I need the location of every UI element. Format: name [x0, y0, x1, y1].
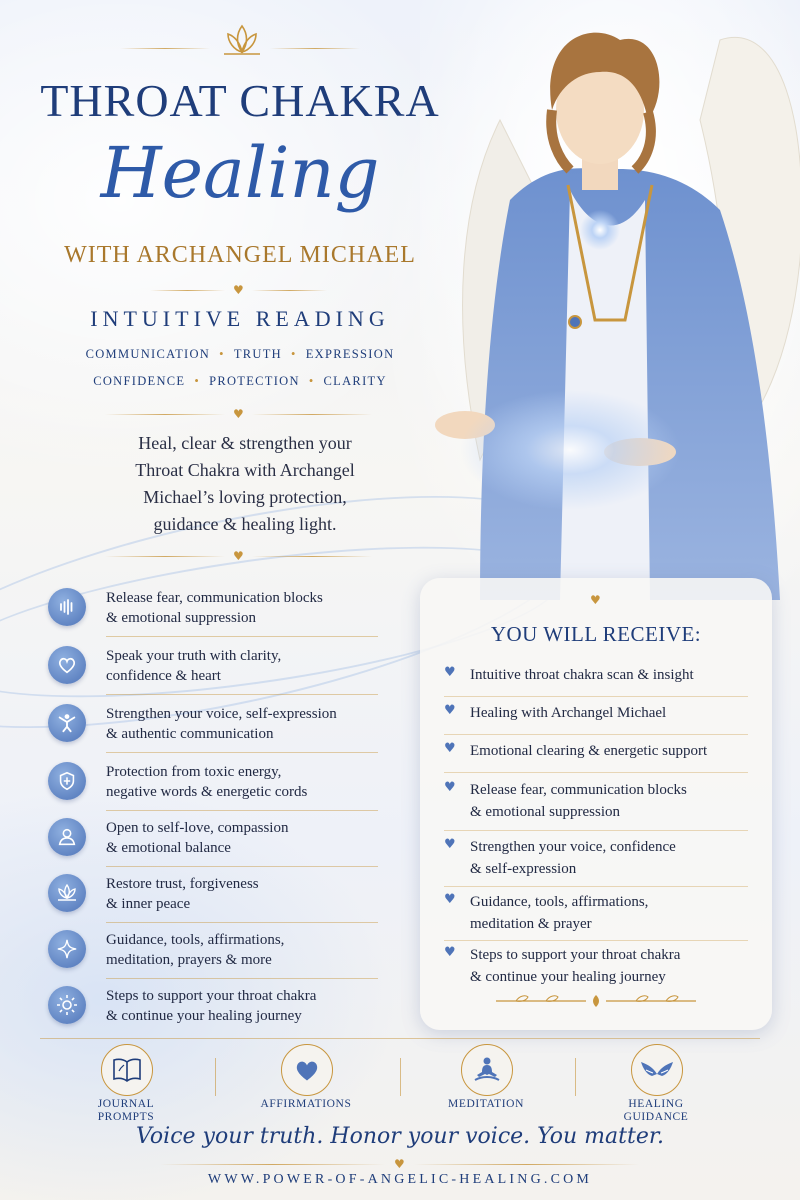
benefit-text: meditation, prayers & more [106, 952, 272, 968]
heart-icon [48, 646, 86, 684]
receive-item [444, 664, 754, 690]
subtitle: INTUITIVE READING [90, 306, 390, 331]
lotus-icon [220, 22, 264, 62]
intro-line: guidance & healing light. [153, 514, 337, 534]
lotus-icon [48, 874, 86, 912]
heart-bullet-icon: ♥ [444, 665, 456, 680]
feature-label [421, 1098, 551, 1111]
feature-label [591, 1098, 721, 1124]
divider [252, 556, 372, 557]
receive-item [444, 702, 754, 728]
divider [270, 48, 360, 49]
intro-line: Michael’s loving protection, [143, 487, 347, 507]
divider [400, 1058, 401, 1096]
divider [444, 886, 748, 887]
keyword: TRUTH [233, 347, 282, 361]
benefit-text: Steps to support your throat chakra [106, 988, 317, 1004]
feature-label-line: GUIDANCE [623, 1111, 689, 1123]
divider [215, 1058, 216, 1096]
receive-text: & continue your healing journey [470, 969, 666, 985]
divider [40, 1038, 760, 1039]
receive-item [444, 779, 754, 827]
benefit-text: & emotional balance [106, 840, 231, 856]
website-url: WWW.POWER-OF-ANGELIC-HEALING.COM [207, 1172, 593, 1187]
sound-waves-icon [48, 588, 86, 626]
person-icon [48, 818, 86, 856]
heart-bullet-icon: ♥ [444, 892, 456, 907]
divider [444, 940, 748, 941]
benefit-item [48, 930, 378, 982]
feature-label-line: AFFIRMATIONS [260, 1098, 352, 1110]
receive-text: Intuitive throat chakra scan & insight [470, 667, 694, 683]
benefit-item [48, 588, 378, 640]
heart-ornament-icon: ♥ [590, 593, 601, 607]
receive-text: meditation & prayer [470, 916, 592, 932]
divider [252, 414, 372, 415]
receive-item [444, 944, 754, 992]
divider [575, 1058, 576, 1096]
angel-wings-icon [631, 1044, 683, 1096]
receive-text: Healing with Archangel Michael [470, 705, 667, 721]
benefit-text: Protection from toxic energy, [106, 764, 282, 780]
keyword: PROTECTION [209, 374, 300, 388]
divider [106, 866, 378, 867]
meditation-icon [461, 1044, 513, 1096]
receive-text: & emotional suppression [470, 804, 620, 820]
heart-bullet-icon: ♥ [444, 780, 456, 795]
receive-item [444, 836, 754, 884]
feature-label-line: MEDITATION [448, 1098, 524, 1110]
benefit-text: & continue your healing journey [106, 1008, 302, 1024]
intro-line: Throat Chakra with Archangel [135, 460, 355, 480]
heart-ornament-icon: ♥ [233, 407, 244, 421]
benefit-text: negative words & energetic cords [106, 784, 308, 800]
feature-label-line: HEALING [628, 1098, 684, 1110]
keyword: COMMUNICATION [85, 347, 211, 361]
shield-cross-icon [48, 762, 86, 800]
person-raised-arms-icon [48, 704, 86, 742]
feature-label-line: JOURNAL [97, 1098, 155, 1110]
divider [252, 290, 327, 291]
heart-icon [281, 1044, 333, 1096]
benefit-text: & authentic communication [106, 726, 274, 742]
title-line-3: WITH ARCHANGEL MICHAEL [64, 242, 416, 268]
divider [120, 48, 210, 49]
keyword: CONFIDENCE [93, 374, 186, 388]
heart-ornament-icon: ♥ [233, 283, 244, 297]
benefit-item [48, 874, 378, 926]
keywords-row-2: CONFIDENCE • PROTECTION • CLARITY [93, 374, 387, 388]
divider [106, 752, 378, 753]
title-line-1: THROAT CHAKRA [40, 75, 440, 126]
heart-bullet-icon: ♥ [444, 703, 456, 718]
heart-bullet-icon: ♥ [444, 741, 456, 756]
divider [106, 978, 378, 979]
benefit-item [48, 818, 378, 870]
benefit-text: Release fear, communication blocks [106, 590, 323, 606]
divider [160, 1164, 385, 1165]
intro-line: Heal, clear & strengthen your [138, 433, 352, 453]
divider [105, 556, 225, 557]
divider [106, 810, 378, 811]
laurel-divider-icon [486, 992, 706, 1010]
feature-label-line: PROMPTS [97, 1111, 155, 1123]
benefit-text: confidence & heart [106, 668, 221, 684]
benefit-text: Speak your truth with clarity, [106, 648, 282, 664]
benefit-item [48, 646, 378, 698]
benefit-text: & emotional suppression [106, 610, 256, 626]
slogan: Voice your truth. Honor your voice. You matter. [136, 1124, 664, 1149]
benefit-text: Guidance, tools, affirmations, [106, 932, 285, 948]
heart-bullet-icon: ♥ [444, 837, 456, 852]
title-line-2: Healing [100, 132, 380, 214]
open-book-icon [101, 1044, 153, 1096]
divider [106, 636, 378, 637]
divider [444, 696, 748, 697]
receive-item [444, 740, 754, 766]
benefit-item [48, 986, 378, 1038]
feature-label [61, 1098, 191, 1124]
benefit-text: Strengthen your voice, self-expression [106, 706, 337, 722]
heart-bullet-icon: ♥ [444, 945, 456, 960]
heart-ornament-icon: ♥ [233, 549, 244, 563]
keyword: EXPRESSION [305, 347, 395, 361]
receive-text: Emotional clearing & energetic support [470, 743, 708, 759]
receive-text: Guidance, tools, affirmations, [470, 894, 649, 910]
receive-text: Release fear, communication blocks [470, 782, 687, 798]
divider [444, 734, 748, 735]
heart-ornament-icon: ♥ [394, 1157, 405, 1171]
divider [414, 1164, 639, 1165]
receive-text: & self-expression [470, 861, 577, 877]
receive-item [444, 891, 754, 939]
benefit-item [48, 704, 378, 756]
divider [106, 922, 378, 923]
receive-text: Steps to support your throat chakra [470, 947, 681, 963]
divider [444, 830, 748, 831]
receive-text: Strengthen your voice, confidence [470, 839, 676, 855]
intro-text [100, 430, 390, 538]
you-will-receive-card [420, 578, 772, 1030]
sparkle-icon [48, 930, 86, 968]
divider [106, 694, 378, 695]
benefit-text: & inner peace [106, 896, 191, 912]
benefit-item [48, 762, 378, 814]
divider [444, 772, 748, 773]
divider [150, 290, 225, 291]
keywords-row-1: COMMUNICATION • TRUTH • EXPRESSION [85, 347, 395, 361]
card-title: YOU WILL RECEIVE: [490, 622, 702, 646]
sun-icon [48, 986, 86, 1024]
keyword: CLARITY [323, 374, 387, 388]
feature-label [241, 1098, 371, 1111]
divider [105, 414, 225, 415]
benefit-text: Restore trust, forgiveness [106, 876, 259, 892]
benefit-text: Open to self-love, compassion [106, 820, 289, 836]
